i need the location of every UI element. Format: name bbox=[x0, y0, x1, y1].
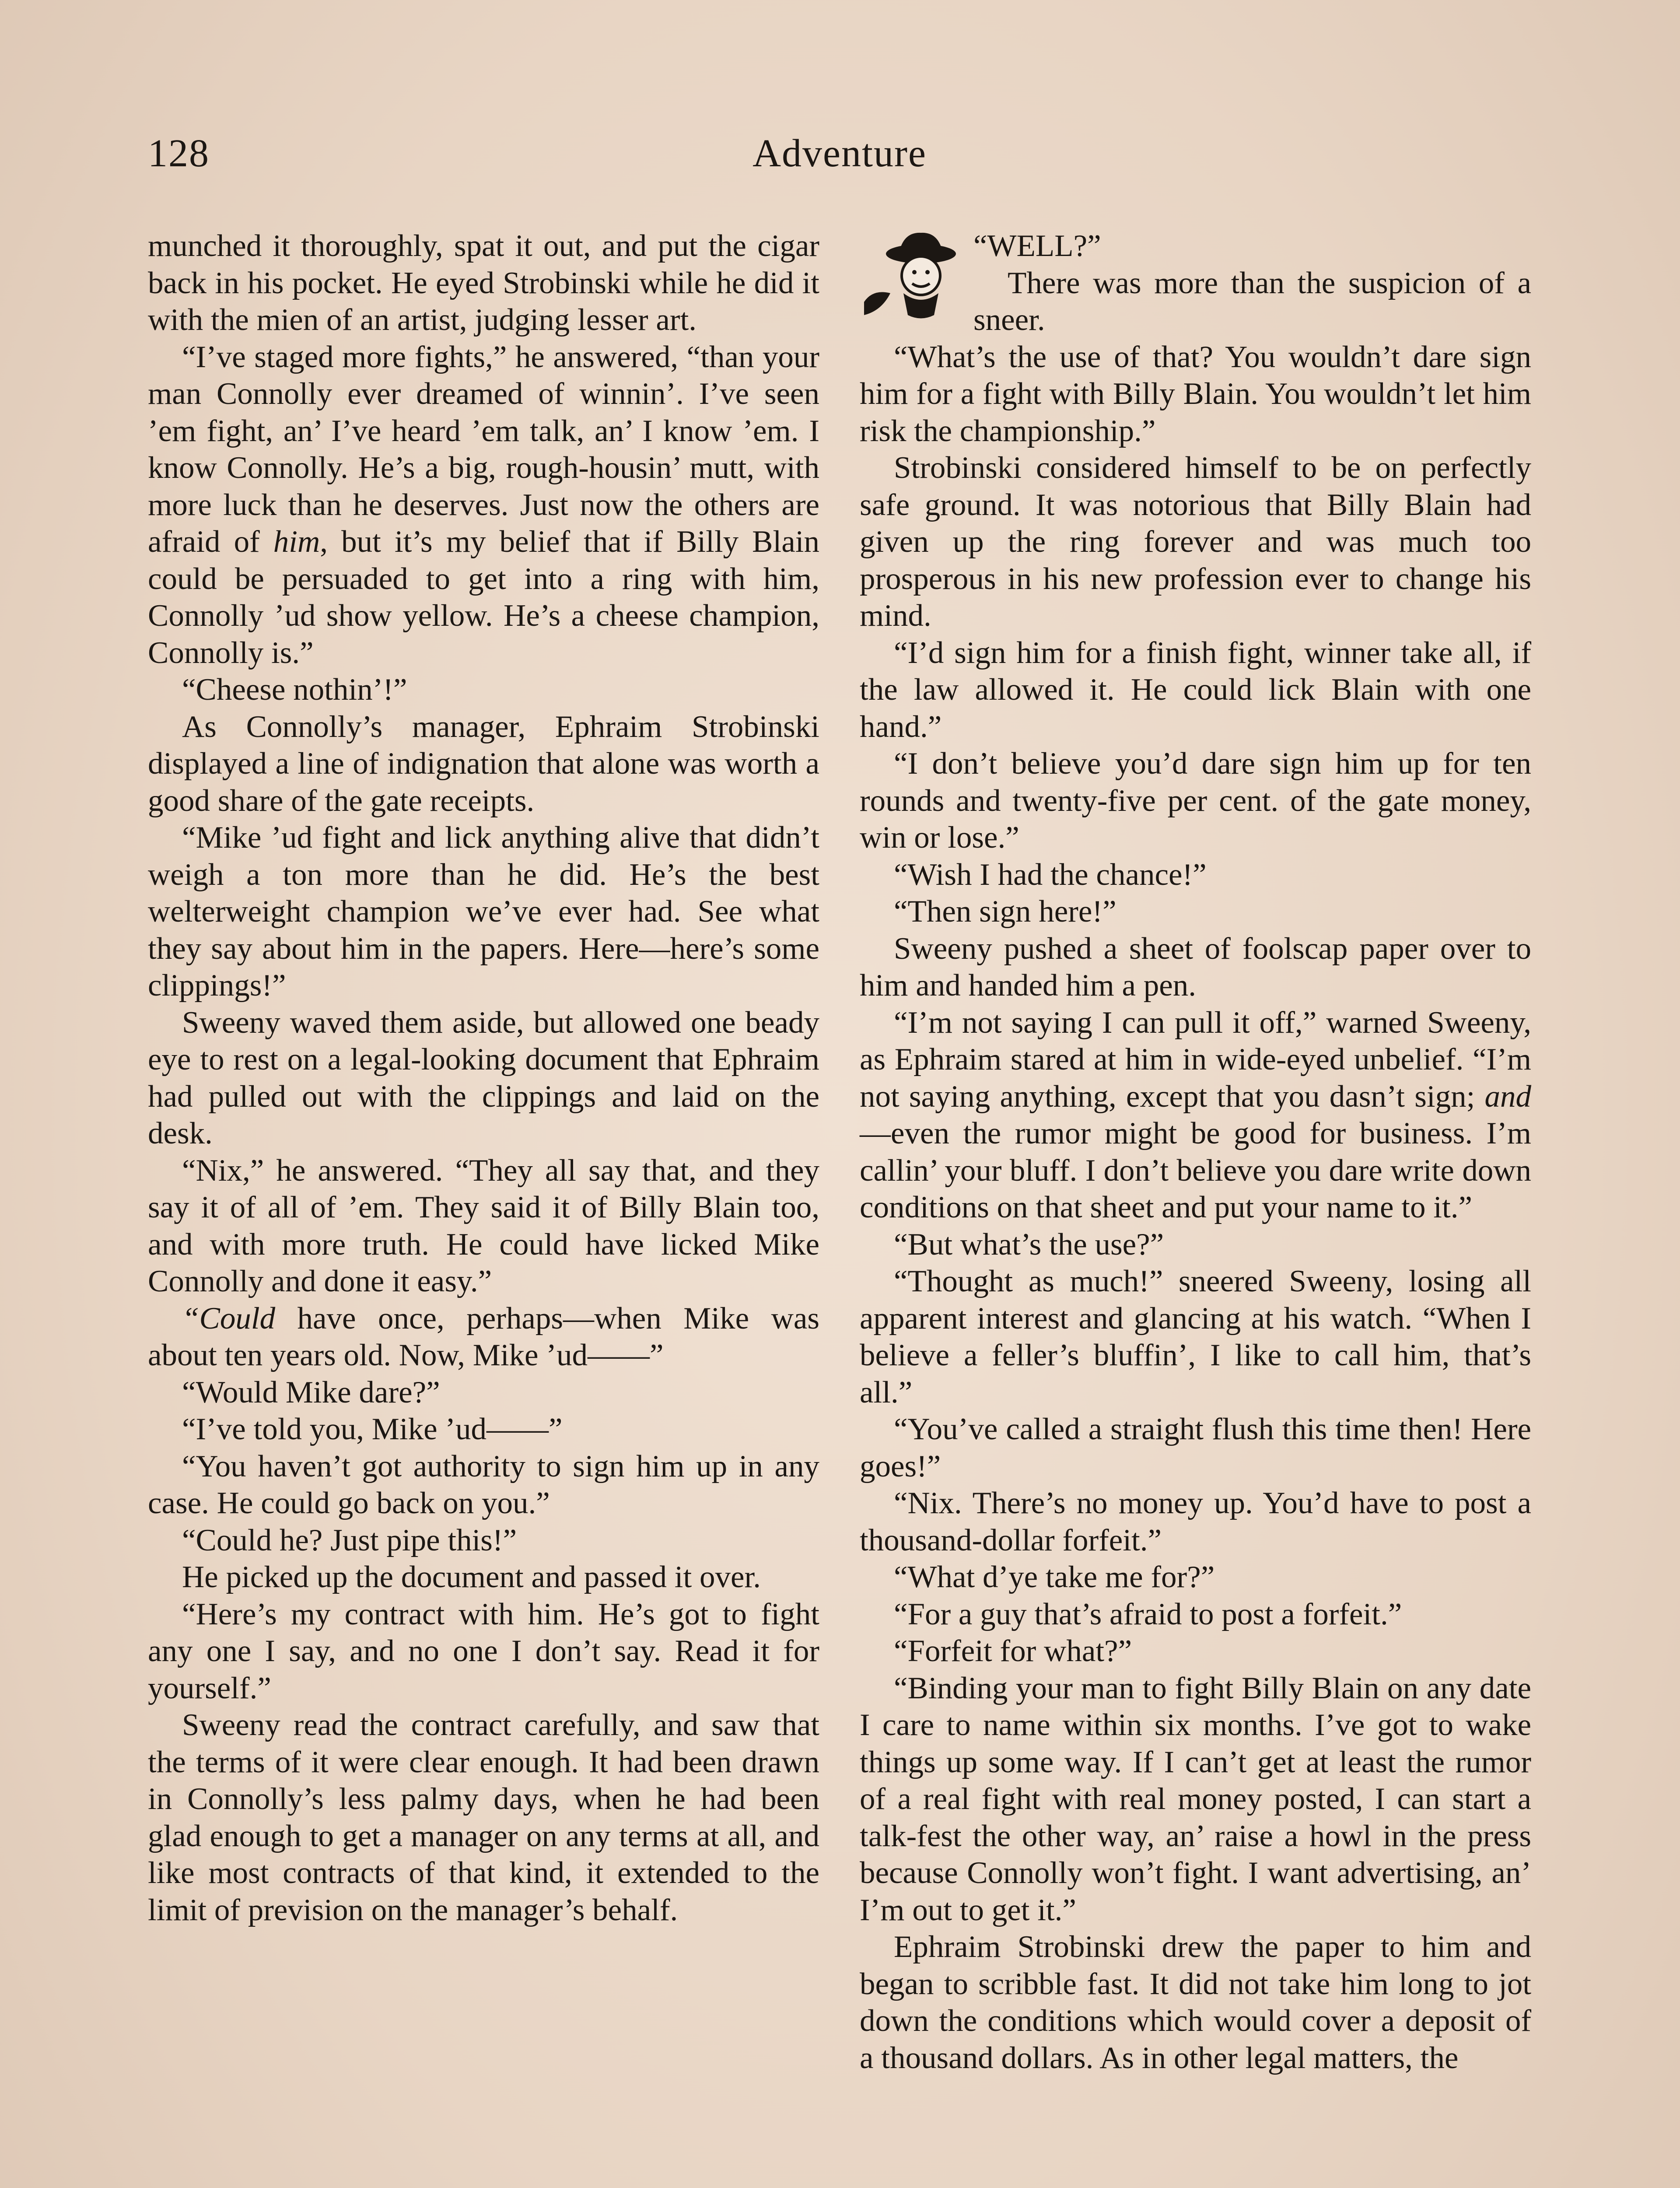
paragraph: “Cheese nothin’!” bbox=[182, 673, 407, 707]
paragraph: “I’d sign him for a finish fight, winner take all, if the law allowed it. He could lick Blain with one hand.” bbox=[860, 635, 1531, 744]
paragraph: “I’ve staged more fights,” he answered, “than your man Connolly ever dreamed of winnin’. I’ve seen ’em fight, an’ I’ve heard ’em talk, an’ I know ’em. I know Connolly. He’s a big, rough-housin’ mutt, with more luck than he deserves. Just now the others are afraid of him, but it’s my belief that if Billy Blain could be persuaded to get into a ring with him, Connolly ’ud show yellow. He’s a cheese champion, Connolly is.” bbox=[148, 340, 820, 670]
paragraph: “Nix,” he answered. “They all say that, and they say it of all of ’em. They said it of Billy Blain too, and with more truth. He could have licked Mike Connolly and done it easy.” bbox=[148, 1153, 819, 1298]
paragraph: munched it thoroughly, spat it out, and put the cigar back in his pocket. He eyed Strobinski while he did it with the mien of an artist, judging lesser art. bbox=[148, 229, 819, 337]
emphasis: and bbox=[1484, 1079, 1532, 1114]
drop-line-1: “WELL?” bbox=[973, 229, 1101, 263]
paragraph: “Then sign here!” bbox=[894, 894, 1116, 929]
paragraph: “But what’s the use?” bbox=[894, 1227, 1164, 1262]
paragraph: “Binding your man to fight Billy Blain on any date I care to name within six months. I’ve got to wake things up some way. If I can’t get at least the rumor of a real fight with real money posted, I can start a talk-fest the other way, an’ raise a howl in the press because Connolly won’t fight. I want advertising, an’ I’m out to get it.” bbox=[860, 1671, 1531, 1927]
paragraph: “What’s the use of that? You wouldn’t dare sign him for a fight with Billy Blain. You wouldn’t let him risk the championship.” bbox=[860, 340, 1531, 448]
paragraph: “Could he? Just pipe this!” bbox=[182, 1523, 517, 1557]
drop-line-2: There was more than the suspicion of a sneer. bbox=[973, 266, 1531, 337]
paragraph: “What d’ye take me for?” bbox=[894, 1560, 1215, 1594]
emphasis: “Could bbox=[182, 1301, 276, 1336]
cowboy-head-icon bbox=[855, 228, 965, 324]
left-column bbox=[148, 228, 819, 1929]
emphasis: him bbox=[273, 525, 320, 559]
paragraph: “Here’s my contract with him. He’s got to fight any one I say, and no one I don’t say. Read it for yourself.” bbox=[148, 1597, 819, 1705]
page-number: 128 bbox=[148, 132, 210, 175]
paragraph: “Would Mike dare?” bbox=[182, 1375, 440, 1410]
paragraph: Sweeny pushed a sheet of foolscap paper over to him and handed him a pen. bbox=[860, 931, 1531, 1003]
paragraph: Ephraim Strobinski drew the paper to him and began to scribble fast. It did not take him long to jot down the conditions which would cover a deposit of a thousand dollars. As in other legal matters, the bbox=[860, 1930, 1531, 2075]
page-header bbox=[148, 125, 1531, 191]
paragraph: “You haven’t got authority to sign him up in any case. He could go back on you.” bbox=[148, 1449, 819, 1520]
paragraph: “Mike ’ud fight and lick anything alive that didn’t weigh a ton more than he did. He’s the best welterweight champion we’ve ever had. See what they say about him in the papers. Here—here’s some clippings!” bbox=[148, 820, 819, 1003]
paragraph: “Could have once, perhaps—when Mike was about ten years old. Now, Mike ’ud——” bbox=[148, 1301, 819, 1372]
paragraph: “You’ve called a straight flush this time then! Here goes!” bbox=[860, 1412, 1531, 1483]
section-opening bbox=[860, 228, 1531, 339]
paragraph: “I’ve told you, Mike ’ud——” bbox=[182, 1412, 563, 1446]
right-column bbox=[860, 228, 1531, 2076]
paragraph: “I don’t believe you’d dare sign him up for ten rounds and twenty-five per cent. of the gate money, win or lose.” bbox=[860, 747, 1531, 855]
paragraph: “Thought as much!” sneered Sweeny, losing all apparent interest and glancing at his watch. “When I believe a feller’s bluffin’, I like to call him, that’s all.” bbox=[860, 1264, 1531, 1410]
paragraph: He picked up the document and passed it over. bbox=[182, 1560, 761, 1594]
paragraph: “I’m not saying I can pull it off,” warned Sweeny, as Ephraim stared at him in wide-eyed unbelief. “I’m not saying anything, except that you dasn’t sign; and—even the rumor might be good for business. I’m callin’ your bluff. I don’t believe you dare write down conditions on that sheet and put your name to it.” bbox=[860, 1005, 1532, 1224]
paragraph: “Wish I had the chance!” bbox=[894, 857, 1207, 892]
paragraph: “Nix. There’s no money up. You’d have to post a thousand-dollar forfeit.” bbox=[860, 1486, 1531, 1557]
paragraph: “For a guy that’s afraid to post a forfeit.” bbox=[894, 1597, 1402, 1631]
paragraph: Sweeny waved them aside, but allowed one beady eye to rest on a legal-looking document that Ephraim had pulled out with the clippings and laid on the desk. bbox=[148, 1005, 819, 1150]
paragraph: As Connolly’s manager, Ephraim Strobinski displayed a line of indignation that alone was worth a good share of the gate receipts. bbox=[148, 709, 819, 818]
paragraph: “Forfeit for what?” bbox=[894, 1634, 1132, 1668]
paragraph: Strobinski considered himself to be on perfectly safe ground. It was notorious that Billy Blain had given up the ring forever and was much too prosperous in his new profession ever to change his mind. bbox=[860, 451, 1531, 633]
page-title: Adventure bbox=[752, 132, 927, 175]
paragraph: Sweeny read the contract carefully, and saw that the terms of it were clear enough. It had been drawn in Connolly’s less palmy days, when he had been glad enough to get a manager on any terms at all, and like most contracts of that kind, it extended to the limit of prevision on the manager’s behalf. bbox=[148, 1708, 819, 1927]
